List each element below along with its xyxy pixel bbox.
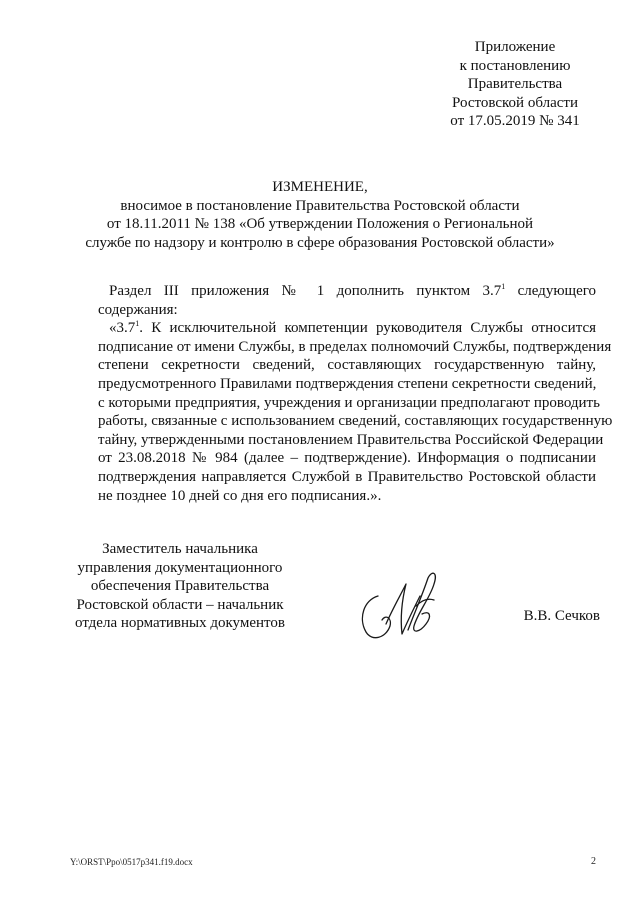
appendix-line: Приложение	[474, 39, 556, 55]
handwritten-signature	[356, 566, 446, 646]
clause-line: предусмотренного Правилами подтверждения степени секретности сведений,	[98, 375, 597, 392]
intro-line	[98, 282, 596, 301]
signer-title-line: отдела нормативных документов	[75, 615, 285, 631]
appendix-line: Правительства	[467, 76, 563, 92]
signer-title-line: Заместитель начальника	[102, 541, 258, 557]
signer-title	[70, 540, 290, 633]
appendix-header	[415, 38, 615, 131]
signer-title-line: управления документационного	[77, 559, 283, 576]
clause-first-text: . К исключительной компетенции руководителя Службы относится	[139, 320, 596, 337]
signer-name: В.В. Сечков	[523, 608, 600, 624]
title-line: вносимое в постановление Правительства Ростовской области	[120, 197, 520, 214]
signer-title-line: Ростовской области – начальник	[76, 596, 284, 613]
title-line: от 18.11.2011 № 138 «Об утверждении Положения о Региональной	[106, 216, 534, 232]
signer-title-line: обеспечения Правительства	[90, 578, 270, 594]
clause-line-first	[98, 319, 596, 338]
appendix-line: от 17.05.2019 № 341	[450, 113, 580, 129]
appendix-line: Ростовской области	[452, 94, 578, 111]
document-body	[98, 282, 613, 505]
title-line: службе по надзору и контролю в сфере образования Ростовской области»	[85, 234, 555, 251]
intro-text: Раздел III приложения № 1 дополнить пунктом 3.7	[109, 283, 502, 299]
clause-line-last: не позднее 10 дней со дня его подписания.».	[98, 487, 382, 504]
page-number: 2	[591, 856, 596, 867]
clause-line: степени секретности сведений, составляющих государственную тайну,	[98, 357, 596, 374]
clause-line: тайну, утвержденными постановлением Правительства Российской Федерации	[98, 431, 604, 448]
title-heading: ИЗМЕНЕНИЕ,	[272, 179, 368, 195]
clause-line: работы, связанные с использованием сведений, составляющих государственную	[98, 413, 613, 430]
clause-line: подписание от имени Службы, в пределах полномочий Службы, подтверждения	[98, 338, 612, 355]
clause-line: подтверждения направляется Службой в Правительство Ростовской области	[98, 468, 596, 485]
intro-text-end: следующего	[517, 283, 597, 299]
appendix-line: к постановлению	[459, 57, 571, 74]
clause-superscript: 1	[135, 319, 140, 329]
intro-line-2: содержания:	[98, 301, 178, 318]
intro-superscript: 1	[501, 282, 506, 291]
clause-line: от 23.08.2018 № 984 (далее – подтверждение). Информация о подписании	[98, 450, 596, 467]
document-title	[60, 178, 580, 252]
footer-file-path: Y:\ORST\Ppo\0517p341.f19.docx	[70, 857, 193, 867]
clause-line: с которыми предприятия, учреждения и организации предполагают проводить	[98, 394, 600, 411]
clause-number: «3.7	[109, 320, 136, 337]
